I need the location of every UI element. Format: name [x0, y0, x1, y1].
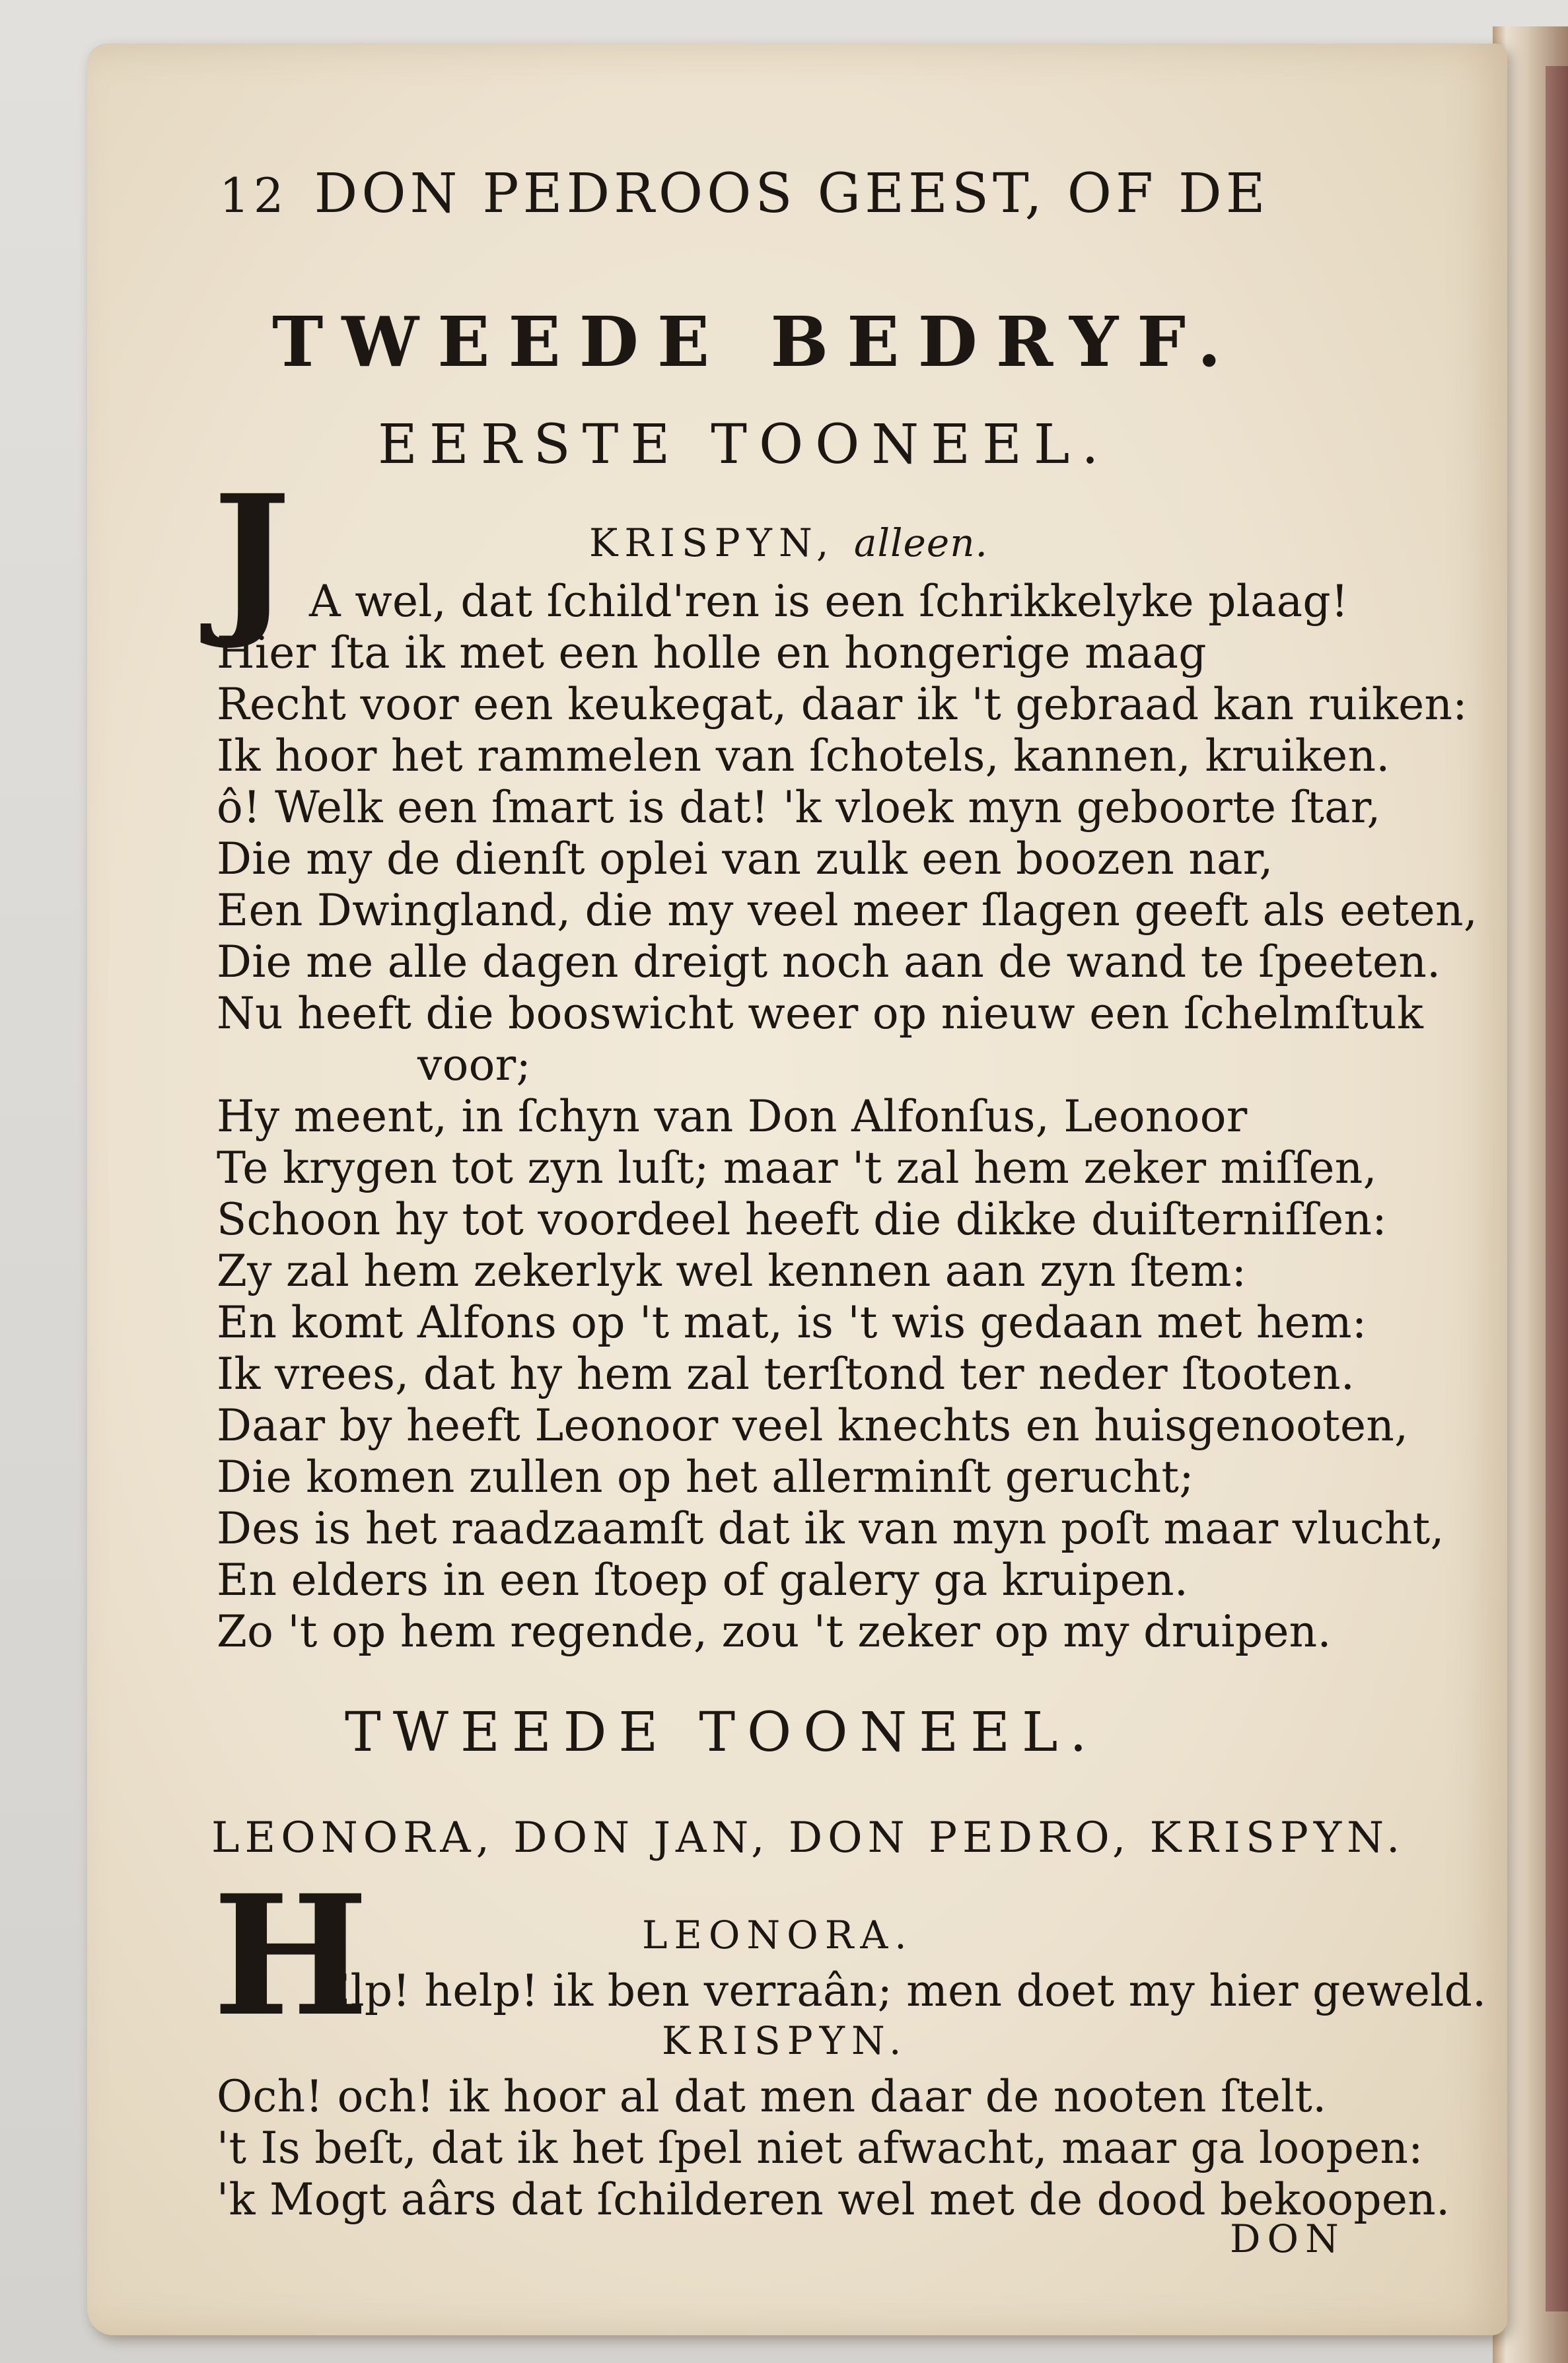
running-head [219, 162, 1269, 225]
act-title: TWEEDE BEDRYF. [272, 301, 1240, 382]
verse-line: 't Is beſt, dat ik het ſpel niet afwacht, maar ga loopen: [217, 2123, 1423, 2173]
verse-line: En elders in een ſtoep of galery ga kruipen. [217, 1555, 1189, 1605]
verse-line-continuation: voor; [417, 1040, 532, 1090]
verse-line: 'k Mogt aârs dat ſchilderen wel met de dood bekoopen. [217, 2174, 1450, 2225]
verse-line: Des is het raadzaamſt dat ik van myn poſt maar vlucht, [217, 1503, 1444, 1554]
verse-line: Zy zal hem zekerlyk wel kennen aan zyn ſtem: [217, 1246, 1247, 1296]
verse-line: A wel, dat ſchild'ren is een ſchrikkelyke plaag! [309, 576, 1349, 627]
verse-line: Die my de dienſt oplei van zulk een boozen nar, [217, 833, 1273, 884]
speaker-name: KRISPYN, [589, 520, 836, 565]
page-text [87, 44, 1507, 2335]
page-number: 12 [219, 168, 288, 223]
scene-1-title: EERSTE TOONEEL. [378, 413, 1111, 476]
verse-line: En komt Alfons op 't mat, is 't wis gedaan met hem: [217, 1297, 1367, 1348]
speaker-note: alleen. [853, 520, 988, 565]
verse-line: Schoon hy tot voordeel heeft die dikke duiſterniſſen: [217, 1194, 1387, 1245]
verse-line: Och! och! ik hoor al dat men daar de nooten ſtelt. [217, 2071, 1327, 2122]
verse-line: Nu heeft die booswicht weer op nieuw een ſchelmſtuk [217, 988, 1424, 1039]
verse-line: Zo 't op hem regende, zou 't zeker op my druipen. [217, 1606, 1332, 1657]
verse-line: Daar by heeft Leonoor veel knechts en huisgenooten, [217, 1400, 1409, 1451]
verse-line: Recht voor een keukegat, daar ik 't gebraad kan ruiken: [217, 679, 1468, 730]
verse-line: Een Dwingland, die my veel meer ſlagen geeft als eeten, [217, 885, 1478, 936]
dropcap-j: J [213, 458, 291, 652]
scene-2-speaker-krispyn: KRISPYN. [662, 2018, 908, 2063]
verse-line: Ik vrees, dat hy hem zal terſtond ter neder ſtooten. [217, 1349, 1355, 1399]
verse-line: Die me alle dagen dreigt noch aan de wand te ſpeeten. [217, 936, 1441, 987]
verse-line: Hy meent, in ſchyn van Don Alfonſus, Leonoor [217, 1091, 1248, 1142]
verse-line: Die komen zullen op het allerminſt gerucht; [217, 1452, 1194, 1502]
catchword: DON [1230, 2216, 1345, 2261]
dropcap-h: H [213, 1858, 369, 2053]
scene-2-speaker-leonora: LEONORA. [642, 1913, 913, 1957]
scene-2-cast: LEONORA, DON JAN, DON PEDRO, KRISPYN. [211, 1814, 1406, 1862]
verse-line: Elp! help! ik ben verraân; men doet my hier geweld. [318, 1965, 1487, 2016]
scene-2-title: TWEEDE TOONEEL. [345, 1701, 1099, 1764]
book-page [87, 44, 1507, 2335]
running-head-title: DON PEDROOS GEEST, OF DE [314, 162, 1269, 225]
verse-line: Hier ſta ik met een holle en hongerige maag [217, 627, 1207, 678]
verse-line: Ik hoor het rammelen van ſchotels, kannen, kruiken. [217, 730, 1390, 781]
verse-line: ô! Welk een ſmart is dat! 'k vloek myn geboorte ſtar, [217, 782, 1381, 833]
verse-line: Te krygen tot zyn luſt; maar 't zal hem zeker miſſen, [217, 1143, 1377, 1193]
scene-1-speaker [589, 520, 988, 565]
